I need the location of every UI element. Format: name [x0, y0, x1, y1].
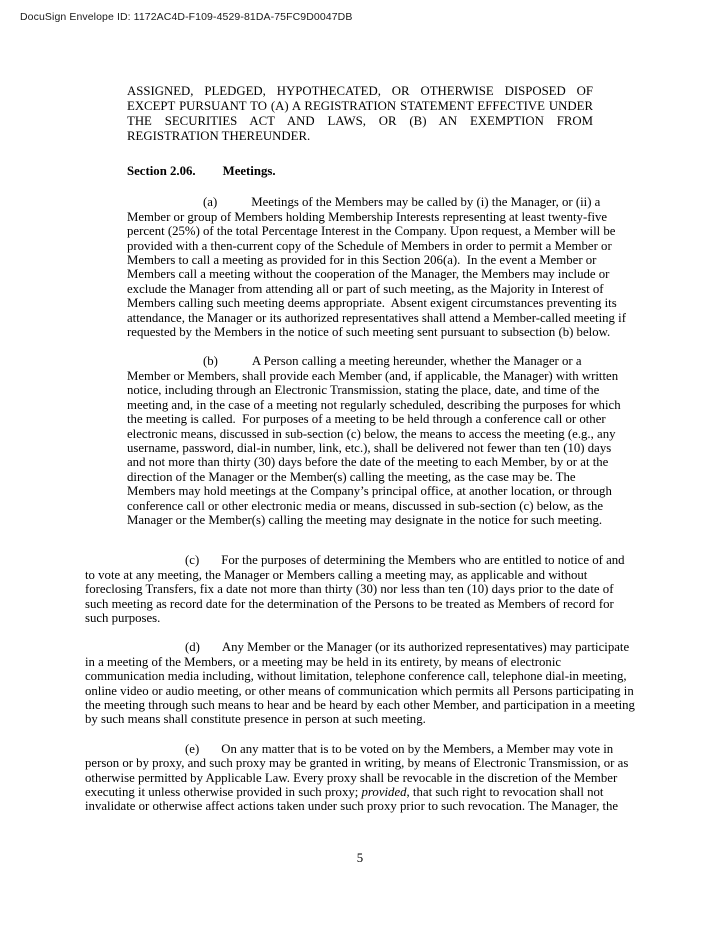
document-content — [85, 84, 637, 829]
docusign-envelope-id: DocuSign Envelope ID: 1172AC4D-F109-4529-81DA-75FC9D0047DB — [20, 11, 353, 23]
paragraph-c-label: (c) — [185, 553, 200, 568]
page-number: 5 — [356, 851, 364, 865]
paragraph-e-text-before: On any matter that is to be voted on by the Members, a Member may vote in person or by proxy, and such proxy may be granted in writing, by means of Electronic Transmission, or as otherwise permitted by Applicable Law. Every proxy shall be revocable in the discretion of the Member executing it unless otherwise provided in such proxy; — [85, 741, 632, 800]
paragraph-a — [127, 195, 630, 340]
paragraph-c-text: For the purposes of determining the Members who are entitled to notice of and to vote at any meeting, the Manager or Members calling a meeting may, as applicable and without foreclosing Transfers, fix a date not more than thirty (30) nor less than ten (10) days prior to the date of such meeting as record date for the determination of the Persons to be treated as Members of record for such purposes. — [85, 553, 628, 625]
paragraph-d-text: Any Member or the Manager (or its authorized representatives) may participate in a meeting of the Members, or a meeting may be held in its entirety, by means of electronic communication media including, without limitation, telephone conference call, telephone dial-in meeting, online video or audio meeting, or other means of communication which permits all Persons participating in the meeting through such means to hear and be heard by each other Member, and participation in a meeting by such means shall constitute presence in person at such meeting. — [85, 640, 639, 727]
paragraph-e-label: (e) — [185, 741, 200, 756]
paragraph-b-label: (b) — [203, 354, 218, 369]
section-title: Meetings. — [222, 164, 276, 178]
paragraph-a-label: (a) — [203, 195, 218, 210]
paragraph-a-text: Meetings of the Members may be called by (i) the Manager, or (ii) a Member or group of Members holding Membership Interests representing at least twenty-five percent (25%) of the total Percentage Interest in the Company. Upon request, a Member will be provided with a then-current copy of the Schedule of Members in order to permit a Member or Members to call a meeting as provided for in this Section 206(a). In the event a Member or Members call a meeting without the cooperation of the Manager, the Members may include or exclude the Manager from attending all or part of such meeting, as the Majority in Interest of Members calling such meeting deems appropriate. Absent exigent circumstances preventing its attendance, the Manager or its authorized representatives shall attend a Member-called meeting if requested by the Members in the notice of such meeting sent pursuant to subsection (b) below. — [127, 195, 630, 340]
paragraph-b — [127, 354, 627, 527]
paragraph-b-text: A Person calling a meeting hereunder, whether the Manager or a Member or Members, shall provide each Member (and, if applicable, the Manager) with written notice, including through an Electronic Transmission, stating the place, date, and time of the meeting and, in the case of a meeting not regularly scheduled, describing the purposes for which the meeting is called. For purposes of a meeting to be held through a conference call or other electronic means, discussed in sub-section (c) below, the means to access the meeting (e.g., any username, password, dial-in number, link, etc.), shall be delivered not fewer than ten (10) days and not more than thirty (30) days before the date of the meeting to each Member, by or at the direction of the Manager or the Member(s) calling the meeting, as the case may be. The Members may hold meetings at the Company’s principal office, at another location, or through conference call or other electronic media or means, discussed in sub-section (c) below, as the Manager or the Member(s) calling the meeting may designate in the notice for such meeting. — [127, 354, 624, 527]
legend-paragraph: ASSIGNED, PLEDGED, HYPOTHECATED, OR OTHERWISE DISPOSED OF EXCEPT PURSUANT TO (A) A REGISTRATION STATEMENT EFFECTIVE UNDER THE SECURITIES ACT AND LAWS, OR (B) AN EXEMPTION FROM REGISTRATION THEREUNDER. — [127, 84, 593, 143]
section-heading — [127, 164, 637, 178]
paragraph-e-text-after: , that such right to revocation shall not invalidate or otherwise affect actions taken under such proxy prior to such revocation. The Manager, the — [85, 785, 619, 814]
section-number: Section 2.06. — [127, 164, 196, 178]
paragraph-d-label: (d) — [185, 640, 200, 655]
paragraph-d — [85, 640, 637, 726]
paragraph-c — [85, 553, 637, 625]
paragraph-e-italic-term: provided — [361, 785, 407, 800]
paragraph-e — [85, 742, 637, 814]
